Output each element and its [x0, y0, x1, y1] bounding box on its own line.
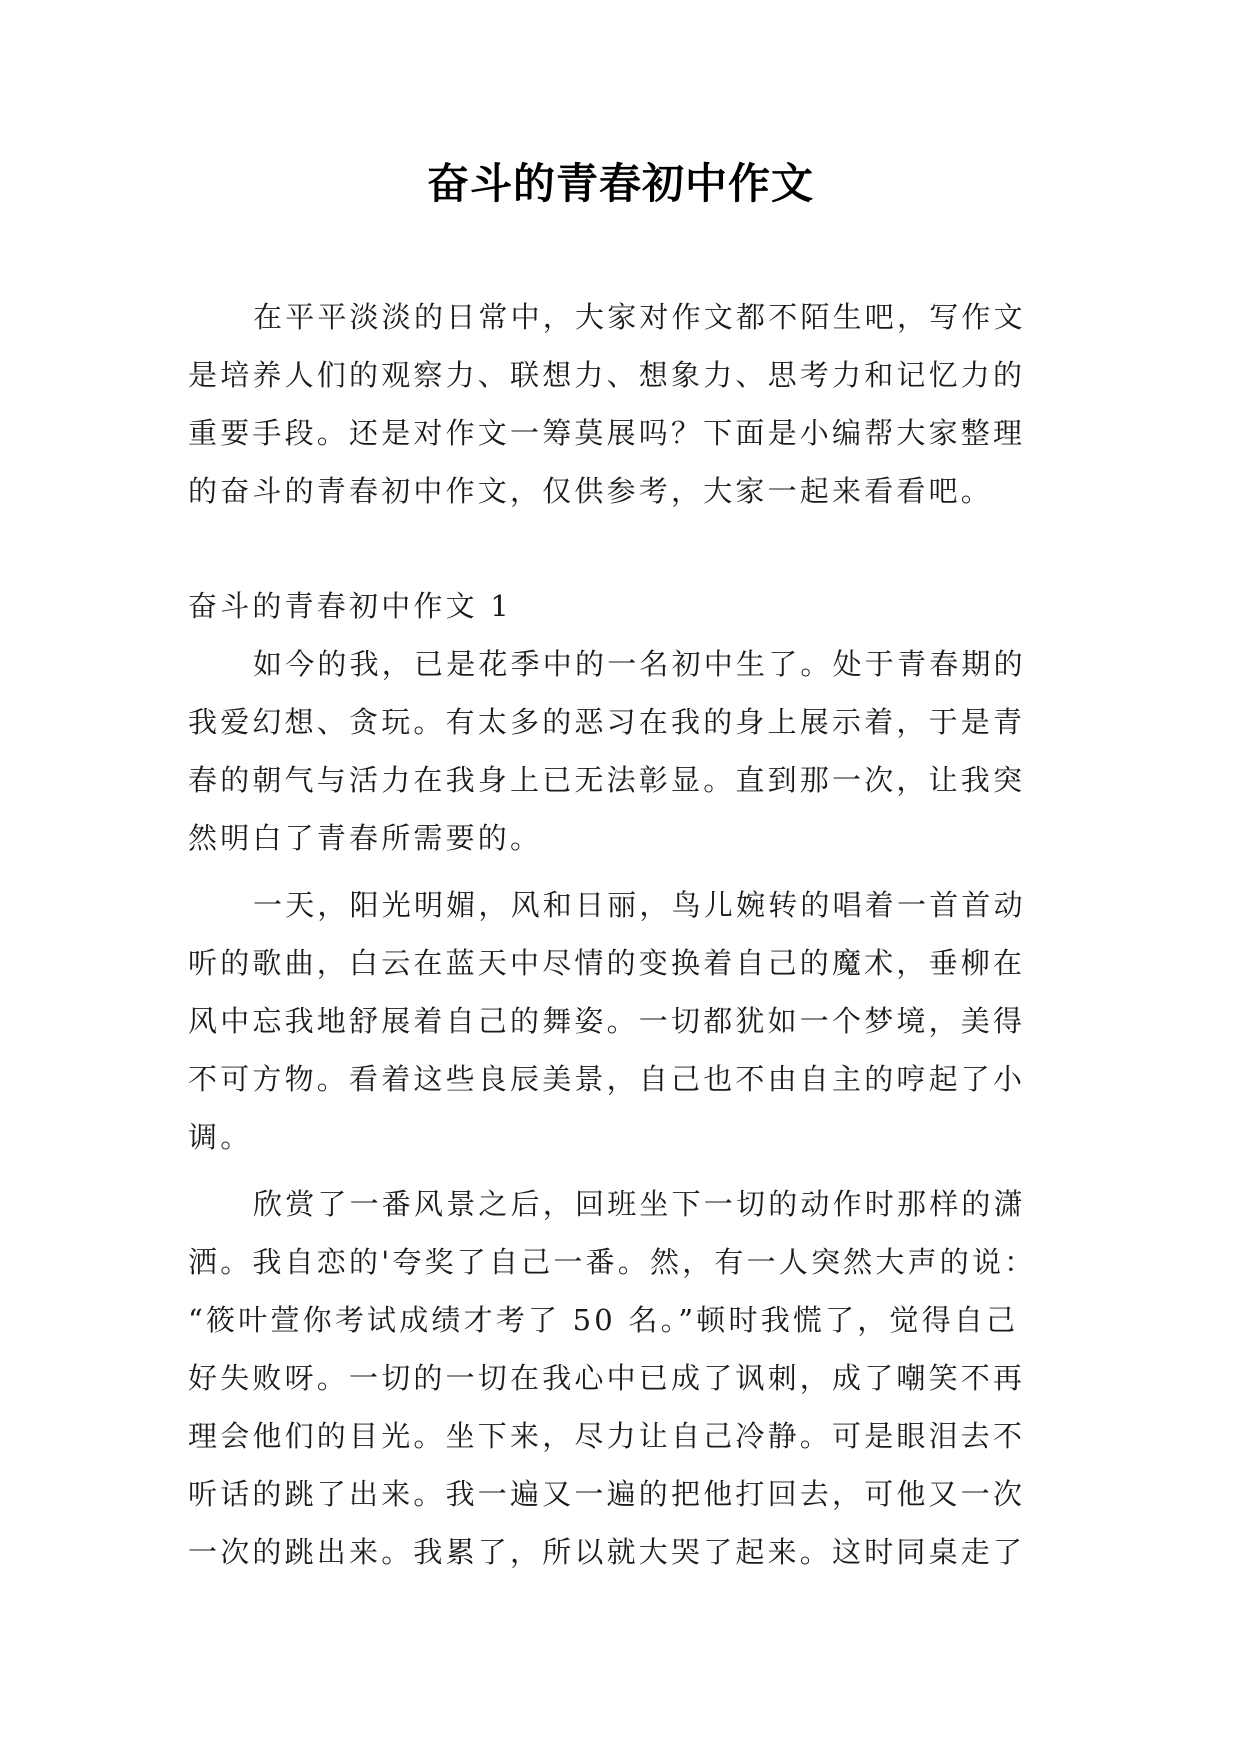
intro-line: 重要手段。还是对作文一筹莫展吗？下面是小编帮大家整理: [188, 416, 1026, 450]
paragraph-line: 听话的跳了出来。我一遍又一遍的把他打回去，可他又一次: [188, 1477, 1026, 1511]
paragraph-spacer: [188, 1166, 1043, 1175]
document-title: 奋斗的青春初中作文: [426, 159, 814, 208]
paragraph-line: 风中忘我地舒展着自己的舞姿。一切都犹如一个梦境，美得: [188, 1004, 1026, 1038]
paragraph-3: [188, 1175, 1043, 1581]
paragraph-line: 一天，阳光明媚，风和日丽，鸟儿婉转的唱着一首首动: [253, 888, 1026, 922]
paragraph-line: 然明白了青春所需要的。: [188, 821, 543, 855]
section-heading-text: 奋斗的青春初中作文 1: [188, 589, 512, 623]
paragraph-2: [188, 876, 1043, 1166]
section-heading: [188, 577, 1043, 635]
paragraph-line: 听的歌曲，白云在蓝天中尽情的变换着自己的魔术，垂柳在: [188, 946, 1026, 980]
intro-line: 在平平淡淡的日常中，大家对作文都不陌生吧，写作文: [253, 300, 1026, 334]
paragraph-line: 洒。我自恋的'夸奖了自己一番。然，有一人突然大声的说：: [188, 1245, 1037, 1279]
section-body: [188, 635, 1043, 1581]
paragraph-line: 我爱幻想、贪玩。有太多的恶习在我的身上展示着，于是青: [188, 705, 1026, 739]
paragraph-line: 一次的跳出来。我累了，所以就大哭了起来。这时同桌走了: [188, 1535, 1026, 1569]
paragraph-line: 春的朝气与活力在我身上已无法彰显。直到那一次，让我突: [188, 763, 1026, 797]
paragraph-line: 调。: [188, 1120, 253, 1154]
paragraph-spacer: [188, 867, 1043, 876]
intro-line: 的奋斗的青春初中作文，仅供参考，大家一起来看看吧。: [188, 474, 994, 508]
paragraph-line: 好失败呀。一切的一切在我心中已成了讽刺，成了嘲笑不再: [188, 1361, 1026, 1395]
intro-paragraph: [188, 288, 1043, 520]
paragraph-line: 不可方物。看着这些良辰美景，自己也不由自主的哼起了小: [188, 1062, 1026, 1096]
paragraph-line: 如今的我，已是花季中的一名初中生了。处于青春期的: [253, 647, 1026, 681]
paragraph-line: 理会他们的目光。坐下来，尽力让自己冷静。可是眼泪去不: [188, 1419, 1026, 1453]
paragraph-1: [188, 635, 1043, 867]
paragraph-line: 欣赏了一番风景之后，回班坐下一切的动作时那样的潇: [253, 1187, 1026, 1221]
intro-line: 是培养人们的观察力、联想力、想象力、思考力和记忆力的: [188, 358, 1026, 392]
paragraph-line: “筱叶萱你考试成绩才考了 50 名。”顿时我慌了，觉得自己: [188, 1303, 1019, 1337]
